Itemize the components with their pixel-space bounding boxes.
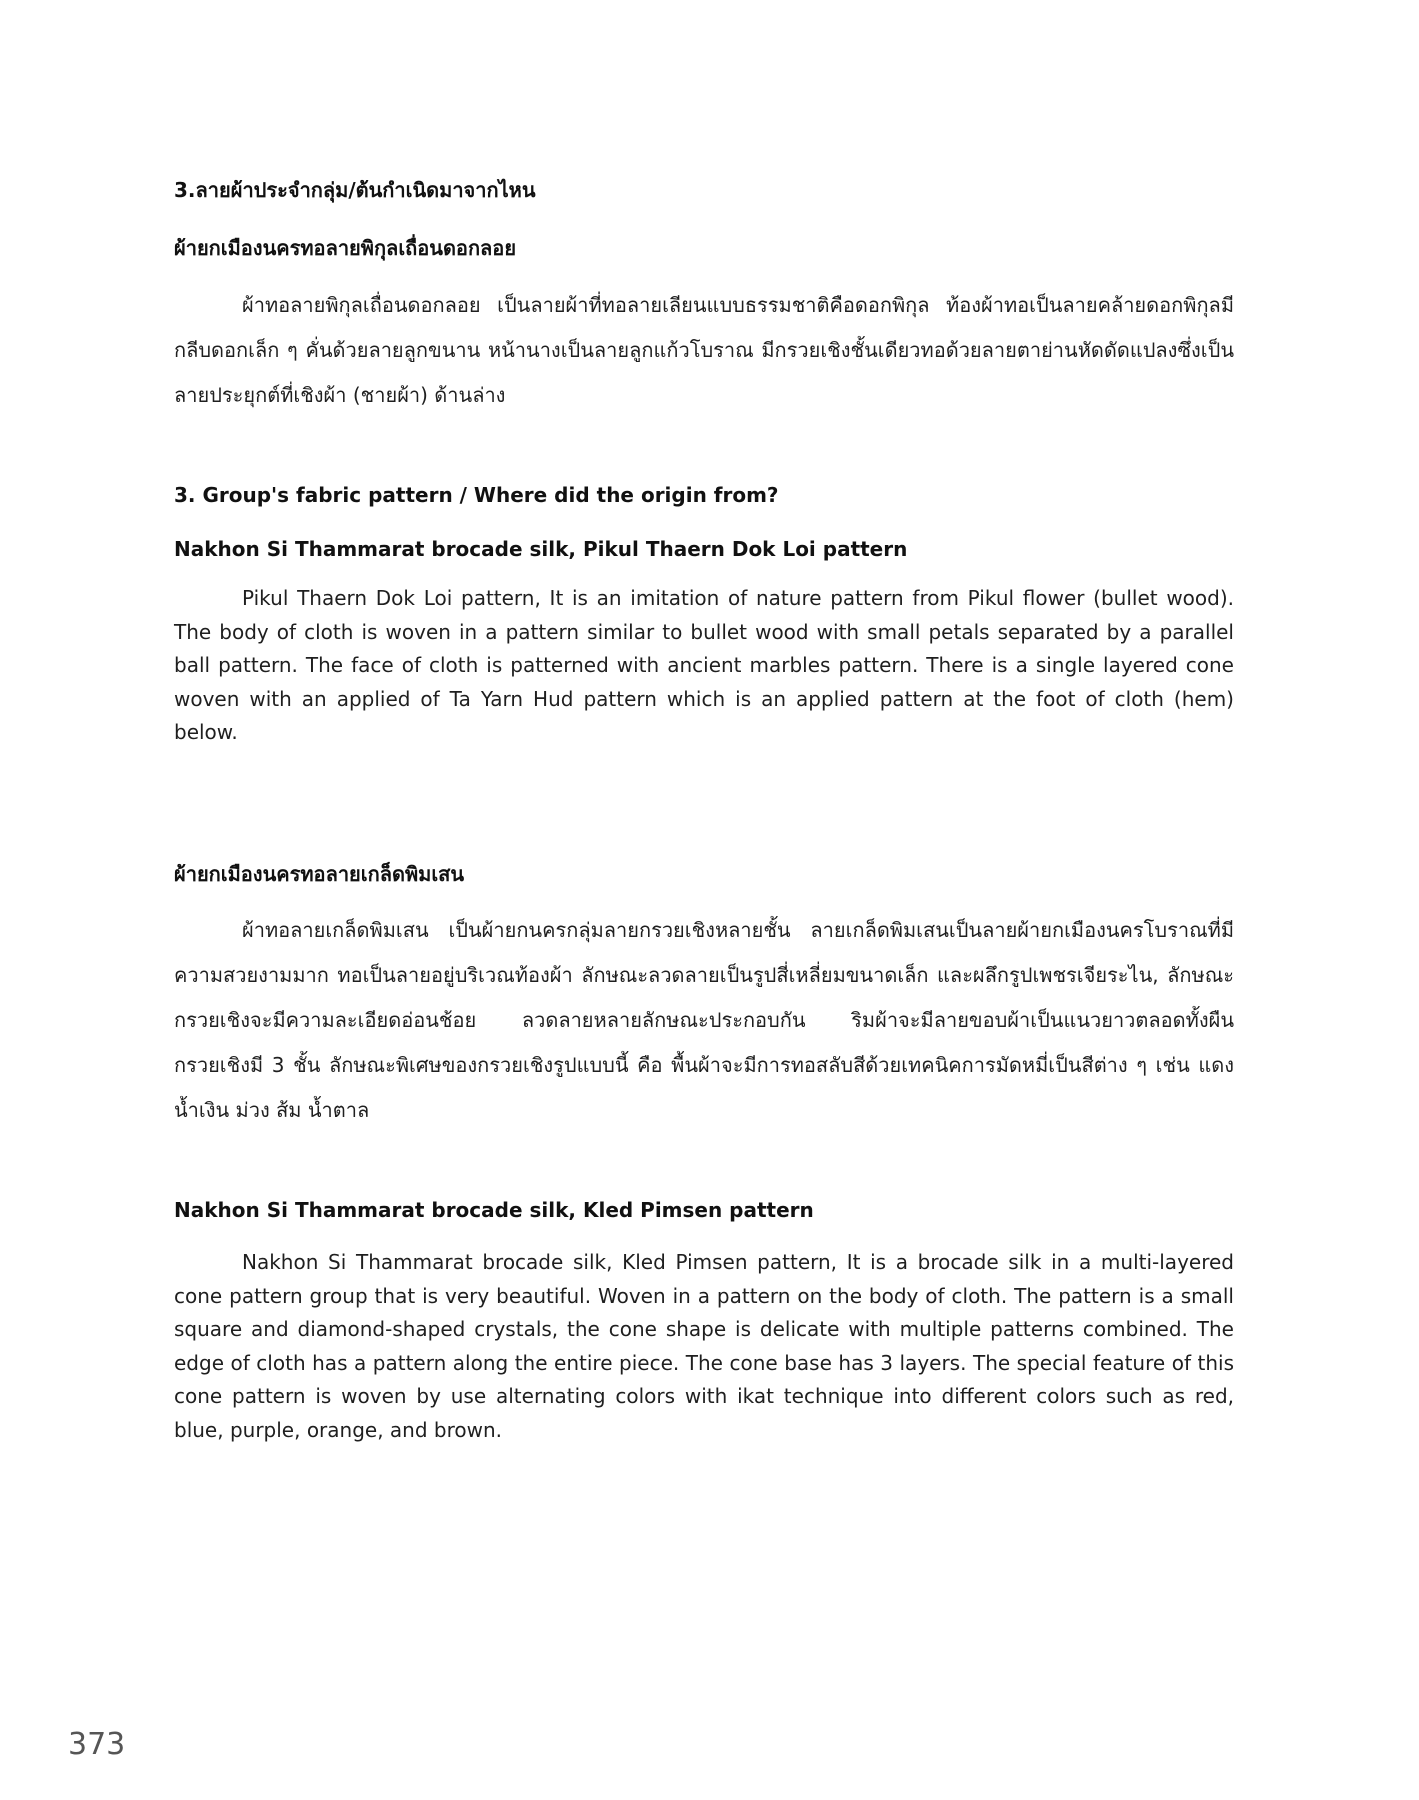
pattern-title-thai-kled-pimsen: ผ้ายกเมืองนครทอลายเกล็ดพิมเสน <box>174 862 465 886</box>
pattern-description-english-pikul: Pikul Thaern Dok Loi pattern, It is an imitation of nature pattern from Pikul flower (bullet wood). The body of cloth is woven in a pattern similar to bullet wood with small petals separated by a parallel ball pattern. The face of cloth is patterned with ancient marbles pattern. There is a single layered cone woven with an applied of Ta Yarn Hud pattern which is an applied pattern at the foot of cloth (hem) below. <box>174 586 1234 744</box>
pattern-description-thai-kled-pimsen: ผ้าทอลายเกล็ดพิมเสน เป็นผ้ายกนครกลุ่มลายกรวยเชิงหลายชั้น ลายเกล็ดพิมเสนเป็นลายผ้ายกเมืองนครโบราณที่มีความสวยงามมาก ทอเป็นลายอยู่บริเวณท้องผ้า ลักษณะลวดลายเป็นรูปสี่เหลี่ยมขนาดเล็ก และผลึกรูปเพชรเจียระไน, ลักษณะกรวยเชิงจะมีความละเอียดอ่อนช้อย ลวดลายหลายลักษณะประกอบกัน ริมผ้าจะมีลายขอบผ้าเป็นแนวยาวตลอดทั้งผืน กรวยเชิงมี 3 ชั้น ลักษณะพิเศษของกรวยเชิงรูปแบบนี้ คือ พื้นผ้าจะมีการทอสลับสีด้วยเทคนิคการมัดหมี่เป็นสีต่าง ๆ เช่น แดง น้ำเงิน ม่วง ส้ม น้ำตาล <box>174 918 1234 1122</box>
pattern-title-english-kled-pimsen: Nakhon Si Thammarat brocade silk, Kled Pimsen pattern <box>174 1198 814 1222</box>
page-number: 373 <box>68 1727 126 1762</box>
section-title-thai: 3.ลายผ้าประจำกลุ่ม/ต้นกำเนิดมาจากไหน <box>174 178 536 202</box>
section-title-english: 3. Group's fabric pattern / Where did the origin from? <box>174 483 779 507</box>
pattern-title-english-pikul: Nakhon Si Thammarat brocade silk, Pikul Thaern Dok Loi pattern <box>174 537 908 561</box>
pattern-title-thai-pikul: ผ้ายกเมืองนครทอลายพิกุลเถื่อนดอกลอย <box>174 236 517 260</box>
pattern-description-english-kled-pimsen: Nakhon Si Thammarat brocade silk, Kled Pimsen pattern, It is a brocade silk in a multi-layered cone pattern group that is very beautiful. Woven in a pattern on the body of cloth. The pattern is a small square and diamond-shaped crystals, the cone shape is delicate with multiple patterns combined. The edge of cloth has a pattern along the entire piece. The cone base has 3 layers. The special feature of this cone pattern is woven by use alternating colors with ikat technique into different colors such as red, blue, purple, orange, and brown. <box>174 1250 1234 1442</box>
pattern-description-thai-pikul: ผ้าทอลายพิกุลเถื่อนดอกลอย เป็นลายผ้าที่ทอลายเลียนแบบธรรมชาติคือดอกพิกุล ท้องผ้าทอเป็นลายคล้ายดอกพิกุลมีกลีบดอกเล็ก ๆ คั่นด้วยลายลูกขนาน หน้านางเป็นลายลูกแก้วโบราณ มีกรวยเชิงชั้นเดียวทอด้วยลายตาย่านหัดดัดแปลงซึ่งเป็นลายประยุกต์ที่เชิงผ้า (ชายผ้า) ด้านล่าง <box>174 293 1234 407</box>
